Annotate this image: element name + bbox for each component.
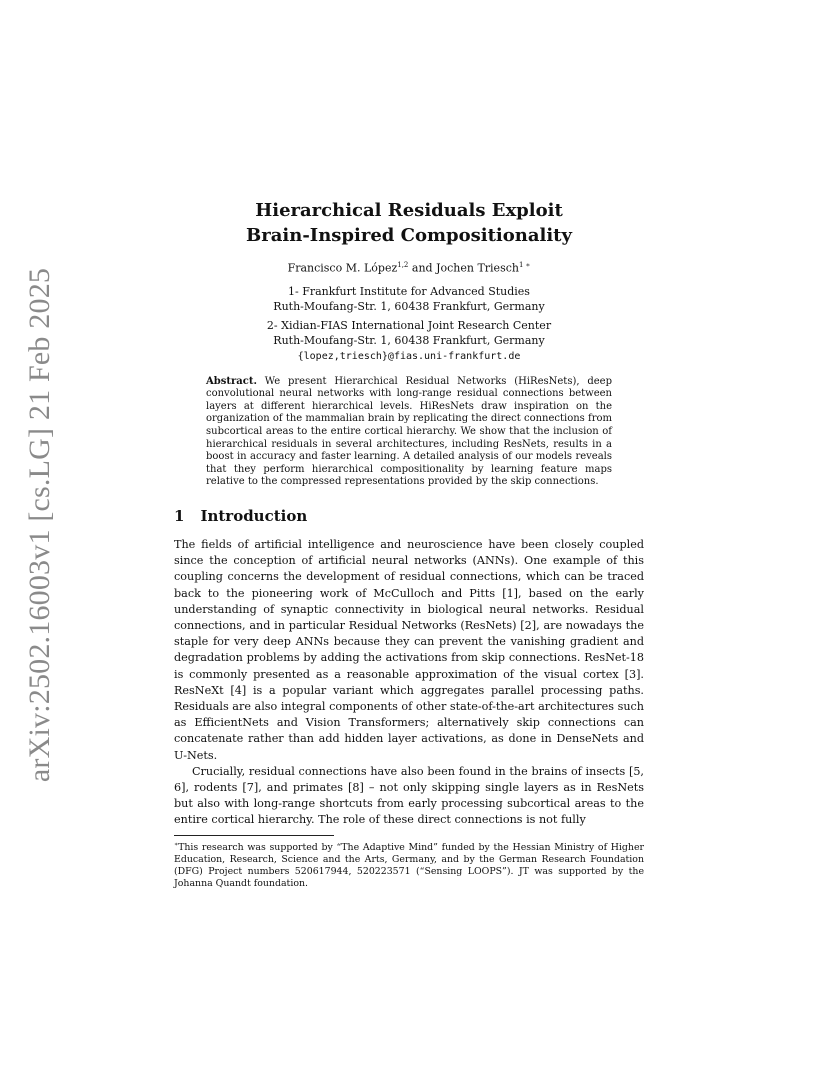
footnote <box>174 839 644 891</box>
section-heading <box>174 507 644 525</box>
paper-content <box>174 198 644 891</box>
abstract-label: Abstract. <box>206 375 257 387</box>
affiliation-1-line-2: Ruth-Moufang-Str. 1, 60438 Frankfurt, Germany <box>273 299 545 313</box>
paragraph-1: The fields of artificial intelligence and neuroscience have been closely coupled since the conception of artificial neural networks (ANNs). One example of this coupling concerns the development of residual connections, which can be traced back to the pioneering work of McCulloch and Pitts [1], based on the early understanding of synaptic connectivity in biological neural networks. Residual connections, and in particular Residual Networks (ResNets) [2], are nowadays the staple for very deep ANNs because they can prevent the vanishing gradient and degradation problems by adding the activations from skip connections. ResNet-18 is commonly presented as a reasonable approximation of the visual cortex [3]. ResNeXt [4] is a popular variant which aggregates parallel processing paths. Residuals are also integral components of other state-of-the-art architectures such as EfficientNets and Vision Transformers; alternatively skip connections can concatenate rather than add hidden layer activations, as done in DenseNets and U-Nets. <box>174 538 644 762</box>
contact-email: {lopez,triesch}@fias.uni-frankfurt.de <box>297 350 521 362</box>
section-body <box>174 537 644 829</box>
arxiv-stamp <box>23 267 57 783</box>
affiliation-2-line-1: 2- Xidian-FIAS International Joint Research Center <box>266 318 552 332</box>
footnote-rule <box>174 835 334 836</box>
abstract-text: We present Hierarchical Residual Networks (HiResNets), deep convolutional neural networks with long-range residual connections between layers at different hierarchical levels. HiResNets draw inspiration on the organization of the mammalian brain by replicating the direct connections from subcortical areas to the entire cortical hierarchy. We show that the inclusion of hierarchical residuals in several architectures, including ResNets, results in a boost in accuracy and faster learning. A detailed analysis of our models reveals that they perform hierarchical compositionality by learning feature maps relative to the compressed representations provided by the skip connections. <box>206 375 612 488</box>
title-line-2: Brain-Inspired Compositionality <box>246 225 572 246</box>
authors <box>174 258 644 276</box>
section-number: 1 <box>174 507 185 525</box>
author-2: Jochen Triesch <box>436 261 519 275</box>
affiliation-1-line-1: 1- Frankfurt Institute for Advanced Studies <box>288 284 530 298</box>
author-1: Francisco M. López <box>287 261 398 275</box>
title-line-1: Hierarchical Residuals Exploit <box>255 200 563 221</box>
affiliation-2 <box>174 318 644 348</box>
footnote-text: This research was supported by “The Adaptive Mind” funded by the Hessian Ministry of Higher Education, Research, Science and the Arts, Germany, and by the German Research Foundation (DFG) Project numbers 520617944, 520223571 (“Sensing LOOPS”). JT was supported by the Johanna Quandt foundation. <box>174 841 644 890</box>
arxiv-stamp-text: arXiv:2502.16003v1 [cs.LG] 21 Feb 2025 <box>23 267 57 783</box>
affiliation-1 <box>174 284 644 314</box>
abstract <box>206 376 612 489</box>
section-title: Introduction <box>200 507 308 525</box>
paragraph-2: Crucially, residual connections have also been found in the brains of insects [5, 6], rodents [7], and primates [8] – not only skipping single layers as in ResNets but also with long-range shortcuts from early processing subcortical areas to the entire cortical hierarchy. The role of these direct connections is not fully <box>174 764 644 827</box>
author-joiner: and <box>408 261 437 275</box>
author-1-sup: 1,2 <box>397 261 409 269</box>
paper-title <box>174 198 644 248</box>
footnote-marker: ∗ <box>174 840 179 848</box>
author-2-sup: 1 ∗ <box>518 261 531 269</box>
affiliation-2-line-2: Ruth-Moufang-Str. 1, 60438 Frankfurt, Germany <box>273 333 545 347</box>
